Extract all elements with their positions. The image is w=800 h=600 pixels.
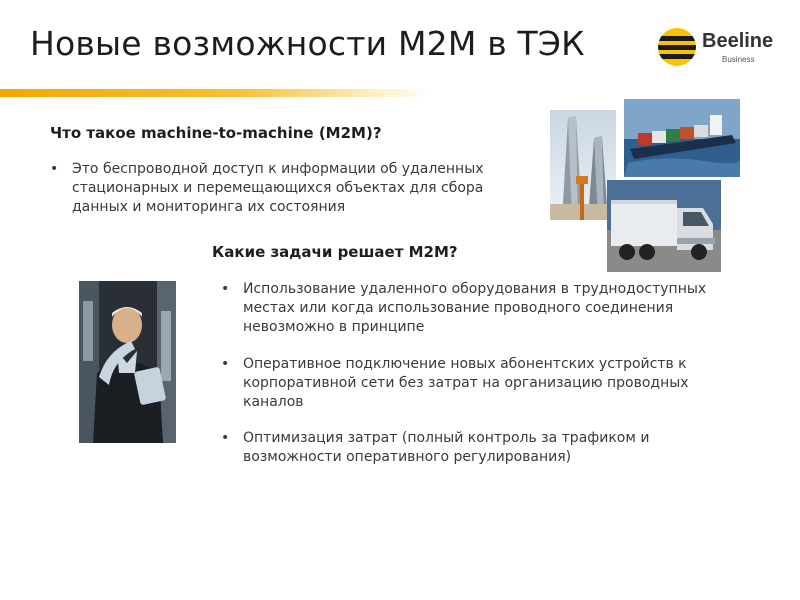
bullet-dot: • — [221, 430, 230, 446]
truck-photo — [607, 180, 721, 272]
accent-bar — [0, 89, 430, 97]
bullet-text: Оптимизация затрат (полный контроль за трафиком и возможности оперативного регулирования) — [243, 430, 650, 465]
logo-sub: Business — [722, 55, 755, 64]
bullet-text: Оперативное подключение новых абонентских устройств к корпоративной сети без затрат на организацию проводных каналов — [243, 356, 689, 410]
logo-name: Beeline — [702, 30, 774, 52]
section1-bullet-1 — [50, 160, 532, 217]
bullet-dot: • — [50, 161, 59, 177]
bullet-text: Это беспроводной доступ к информации об удаленных стационарных и перемещающихся объектах для сбора данных и мониторинга их состояния — [72, 161, 484, 215]
slide-title: Новые возможности М2М в ТЭК — [30, 24, 585, 63]
engineer-photo — [79, 281, 176, 443]
section2-bullet-1 — [221, 280, 713, 337]
bullet-dot: • — [221, 281, 230, 297]
bullet-text: Использование удаленного оборудования в труднодоступных местах или когда использование проводного соединения невозможно в принципе — [243, 281, 707, 335]
section2-bullet-3 — [221, 429, 723, 467]
ship-photo — [624, 99, 740, 177]
section2-bullet-2 — [221, 355, 723, 412]
beeline-logo — [658, 26, 778, 70]
beeline-logo-icon — [658, 28, 696, 66]
section2-heading: Какие задачи решает M2M? — [212, 243, 458, 261]
section1-heading: Что такое machine-to-machine (M2M)? — [50, 124, 382, 142]
bullet-dot: • — [221, 356, 230, 372]
